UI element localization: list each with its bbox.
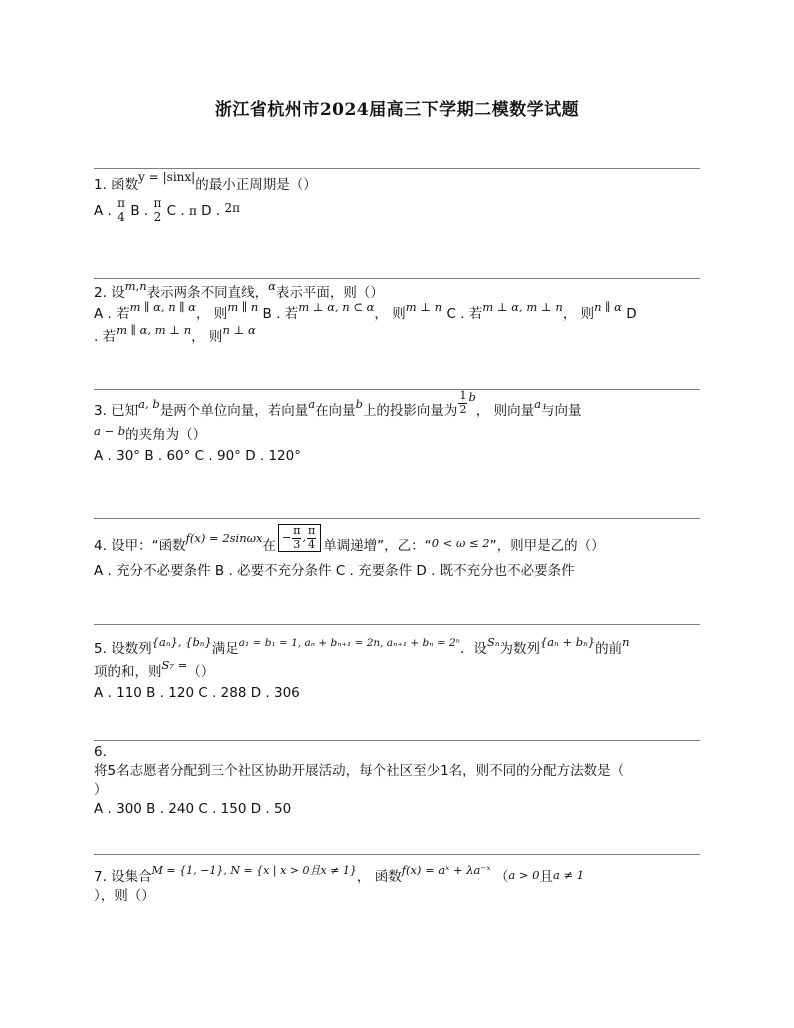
question-3-options: A . 30° B . 60° C . 90° D . 120°	[94, 448, 301, 465]
math-s7: S₇ =	[161, 657, 188, 672]
question-7-text-3: 且	[539, 869, 553, 885]
math-vector-a-2: a	[534, 397, 541, 412]
question-3-text-2: 在向量	[315, 403, 356, 420]
question-4-lead: 4. 设甲：“函数	[94, 538, 186, 555]
question-1-formula: y = |sinx|	[138, 170, 196, 184]
question-6-text: 将5名志愿者分配到三个社区协助开展活动，每个社区至少1名，则不同的分配方法数是（	[94, 762, 625, 779]
question-3-text-6: 的夹角为（）	[125, 427, 207, 444]
option-d-label: D	[626, 305, 637, 322]
option-a-then: ， 则	[196, 305, 228, 322]
math-sequence-sum: {aₙ + bₙ}	[539, 635, 596, 649]
math-sn: Sₙ	[486, 635, 500, 649]
question-2-lead: 2. 设	[94, 285, 125, 301]
option-a-label: A .	[94, 202, 112, 219]
question-5-text: 满足	[211, 641, 239, 657]
math-vectors-ab: a, b	[138, 397, 160, 412]
option-d-label: D .	[201, 202, 221, 219]
question-7	[94, 863, 704, 906]
question-3-text-3: 上的投影向量为	[362, 403, 458, 420]
question-6-number: 6.	[94, 744, 107, 760]
option-c-value: π	[188, 203, 197, 218]
math-function: f(x) = 2sinωx	[185, 531, 263, 546]
option-d-value: 2π	[224, 200, 240, 215]
option-b-condition: m ⊥ α, n ⊂ α	[298, 299, 375, 314]
question-7-lead: 7. 设集合	[94, 869, 152, 885]
question-3-lead: 3. 已知	[94, 403, 139, 420]
option-a-fraction: π 4	[117, 195, 126, 224]
option-b-result: m ⊥ n	[405, 299, 443, 314]
option-d-result: n ⊥ α	[222, 322, 256, 337]
math-recurrence: a₁ = b₁ = 1, aₙ + bₙ₊₁ = 2n, aₙ₊₁ + bₙ = 2ⁿ	[238, 637, 460, 649]
option-c-label: C . 若	[446, 305, 483, 322]
option-c-condition: m ⊥ α, m ⊥ n	[482, 299, 563, 314]
option-a-label: A . 若	[94, 305, 130, 322]
question-3-text-5: 与向量	[540, 403, 582, 420]
question-6-options: A . 300 B . 240 C . 150 D . 50	[94, 800, 292, 817]
option-b-label: B .	[130, 202, 149, 219]
math-condition-1: a > 0	[508, 868, 540, 882]
question-3-text: 是两个单位向量，若向量	[159, 403, 309, 420]
math-sets: M = {1, −1}, N = {x | x > 0且x ≠ 1}	[151, 864, 357, 877]
question-7-text: ， 函数	[356, 869, 402, 885]
question-5-text-3: 为数列	[499, 641, 540, 657]
option-c-then: ， 则	[562, 305, 595, 322]
question-7-line-2: ），则（）	[94, 887, 155, 904]
divider	[94, 740, 700, 741]
question-2	[94, 279, 704, 347]
math-condition: 0 < ω ≤ 2	[431, 536, 490, 551]
fraction-half: $\frac{1}{2}$	[459, 389, 467, 416]
math-vector-b: b	[355, 397, 363, 412]
option-d-condition: m ∥ α, m ⊥ n	[116, 322, 192, 337]
question-5-text-4: 的前	[595, 641, 623, 657]
question-4-text-3: ”，则甲是乙的（）	[489, 538, 605, 555]
option-c-result: n ∥ α	[594, 299, 622, 314]
math-alpha: α	[268, 279, 276, 293]
question-5-lead: 5. 设数列	[94, 641, 152, 657]
question-2-text-2: 表示平面，则（）	[275, 285, 384, 301]
page-title: 浙江省杭州市2024届高三下学期二模数学试题	[214, 100, 580, 120]
math-vector-a: a	[308, 397, 316, 412]
question-1	[94, 170, 704, 224]
question-3-text-4: ， 则向量	[475, 403, 535, 420]
question-1-tail: 的最小正周期是（）	[195, 177, 317, 193]
divider	[94, 518, 700, 519]
question-2-text: 表示两条不同直线，	[146, 285, 269, 301]
question-4-text-2: 单调递增”，乙：“	[323, 538, 432, 555]
math-mn: m,n	[124, 279, 147, 293]
question-6-text-2: ）	[94, 781, 108, 798]
question-5-options: A . 110 B . 120 C . 288 D . 306	[94, 684, 300, 701]
question-7-text-2: （	[494, 869, 509, 885]
option-b-then: ， 则	[374, 305, 406, 322]
question-3	[94, 389, 704, 466]
divider	[94, 389, 700, 390]
question-6	[94, 743, 704, 819]
question-4-options: A . 充分不必要条件 B . 必要不充分条件 C . 充要条件 D . 既不充分也不必要条件	[94, 563, 575, 580]
divider	[94, 624, 700, 625]
question-1-lead: 1. 函数	[94, 177, 139, 193]
math-interval: − $\frac{\pi}{3}$ , $\frac{\pi}{4}$	[278, 524, 321, 552]
math-n: n	[622, 635, 630, 649]
math-sequences: {aₙ}, {bₙ}	[151, 635, 212, 649]
question-5-text-2: ．设	[459, 641, 487, 657]
divider	[94, 168, 700, 169]
divider	[94, 854, 700, 855]
math-condition-2: a ≠ 1	[552, 868, 585, 882]
option-d-then: ， 则	[191, 328, 223, 345]
option-c-label: C .	[166, 202, 185, 219]
math-function: f(x) = aˣ + λa⁻ˣ	[401, 863, 491, 877]
divider	[94, 278, 700, 279]
question-4	[94, 524, 704, 581]
math-a-minus-b: a − b	[94, 424, 126, 439]
option-b-fraction: π 2	[153, 195, 162, 224]
math-vector-b-2: b	[468, 390, 476, 405]
question-4-text: 在	[262, 538, 276, 555]
option-a-result: m ∥ n	[227, 299, 259, 314]
option-b-label: B . 若	[262, 305, 299, 322]
question-5-text-5: （）	[187, 663, 215, 680]
question-5-line-2: 项的和，则	[94, 663, 162, 680]
option-a-condition: m ∥ α, n ∥ α	[129, 299, 197, 314]
option-d-label-cont: . 若	[94, 328, 117, 345]
question-5	[94, 635, 704, 703]
